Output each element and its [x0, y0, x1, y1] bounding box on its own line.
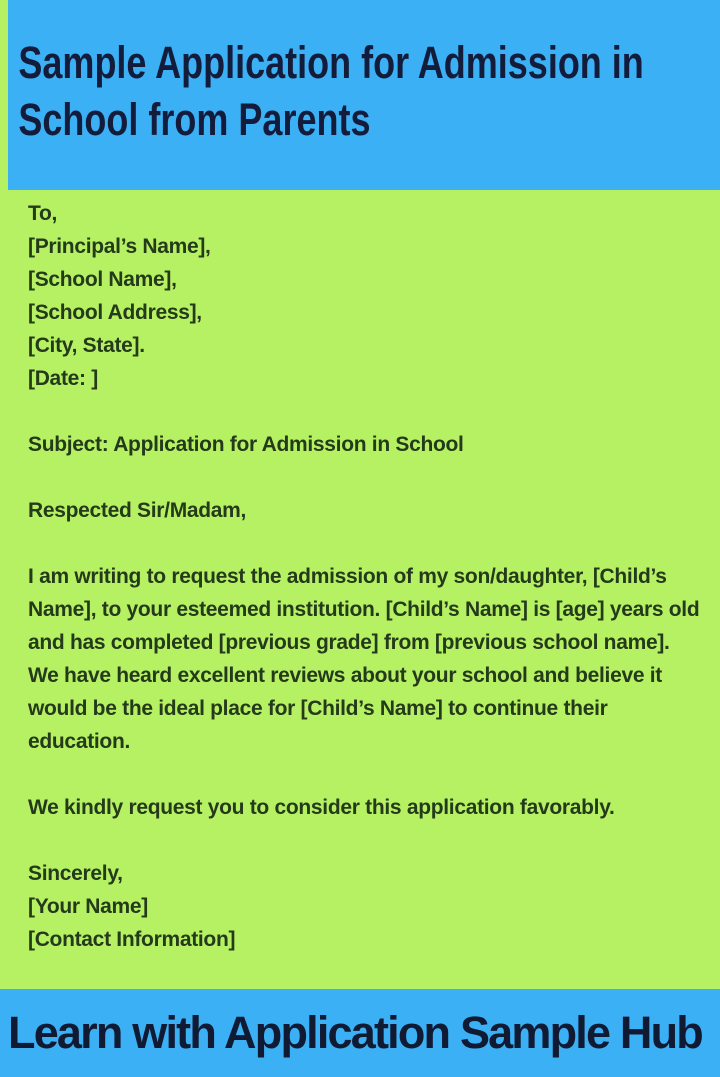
- footer-banner: [0, 989, 720, 1077]
- salutation: Respected Sir/Madam,: [28, 499, 247, 522]
- text-line: [Principal’s Name],: [28, 235, 211, 258]
- text-line: [City, State].: [28, 334, 145, 357]
- text-line: Sincerely,: [28, 862, 123, 885]
- footer-brand-text: Learn with Application Sample Hub: [8, 1007, 702, 1058]
- text-line: School from Parents: [18, 94, 371, 145]
- page-title: [8, 0, 644, 148]
- request-line: We kindly request you to consider this application favorably.: [28, 796, 615, 819]
- letter-body: [0, 190, 720, 989]
- body-paragraph: I am writing to request the admission of my son/daughter, [Child’s Name], to your esteemed institution. [Child’s Name] is [age] years old and has completed [previous grade] from [previous school name]. We have heard excellent reviews about your school and believe it would be the ideal place for [Child’s Name] to continue their education.: [28, 565, 700, 753]
- subject-line: Subject: Application for Admission in School: [28, 433, 464, 456]
- text-line: [Date: ]: [28, 367, 98, 390]
- text-line: Sample Application for Admission in: [18, 37, 644, 88]
- text-line: [Your Name]: [28, 895, 148, 918]
- text-line: [School Address],: [28, 301, 202, 324]
- recipient-address-block: [28, 197, 700, 395]
- text-line: To,: [28, 202, 58, 225]
- text-line: [Contact Information]: [28, 928, 236, 951]
- header-banner: [8, 0, 720, 190]
- closing-block: [28, 857, 700, 956]
- text-line: [School Name],: [28, 268, 177, 291]
